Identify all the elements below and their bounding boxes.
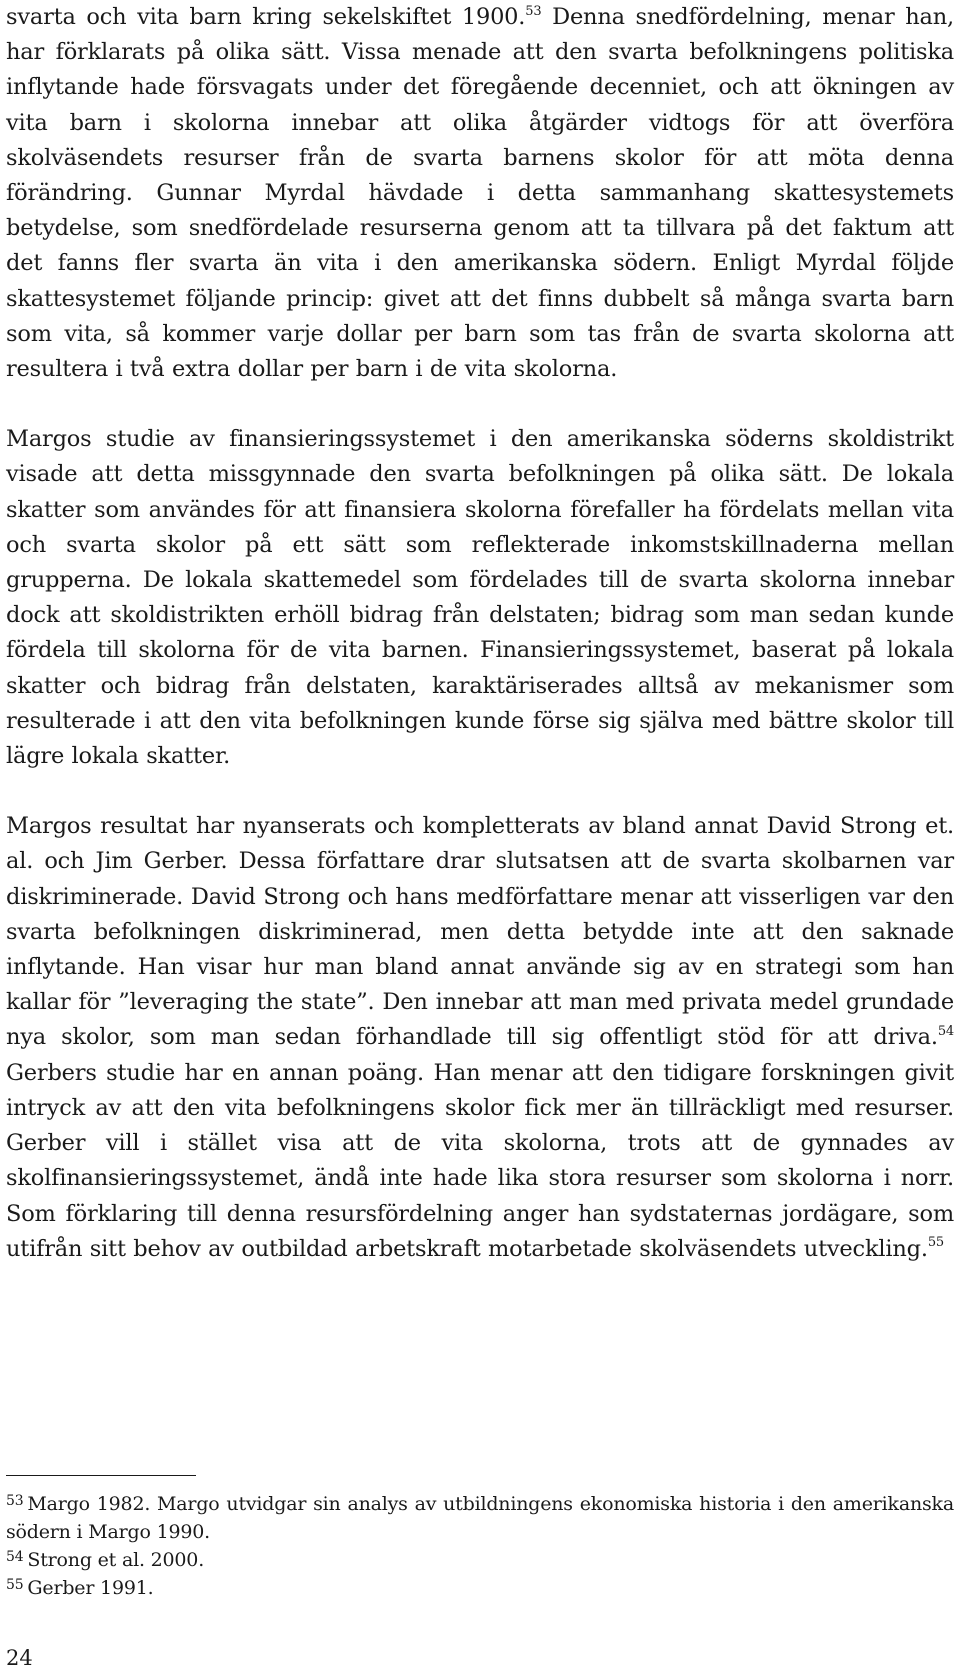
footnote-text: Strong et al. 2000. — [27, 1549, 205, 1571]
page — [6, 0, 954, 1267]
footnote-reference: 53 — [525, 3, 542, 19]
footnotes — [6, 1475, 954, 1602]
paragraph — [6, 0, 954, 387]
body-text — [6, 0, 954, 1267]
text-run: Denna snedfördelning, menar han, har förklarats på olika sätt. Vissa menade att den svarta befolkningens politiska inflytande hade försvagats under det föregående decenniet, och att ökningen av vita barn i skolorna innebar att olika åtgärder vidtogs för att överföra skolväsendets resurser från de svarta barnens skolor för att möta denna förändring. Gunnar Myrdal hävdade i detta sammanhang skattesystemets betydelse, som snedfördelade resurserna genom att ta tillvara på det faktum att det fanns fler svarta än vita i den amerikanska södern. Enligt Myrdal följde skattesystemet följande princip: givet att det finns dubbelt så många svarta barn som vita, så kommer varje dollar per barn som tas från de svarta skolorna att resultera i två extra dollar per barn i de vita skolorna. — [6, 4, 954, 383]
text-run: Gerbers studie har en annan poäng. Han menar att den tidigare forskningen givit intryck av att den vita befolkningens skolor fick mer än tillräckligt med resurser. Gerber vill i stället visa att de vita skolorna, trots att de gynnades av skolfinansieringssystemet, ändå inte hade lika stora resurser som skolorna i norr. Som förklaring till denna resursfördelning anger han sydstaternas jordägare, som utifrån sitt behov av outbildad arbetskraft motarbetade skolväsendets utveckling. — [6, 1059, 954, 1262]
footnote — [6, 1546, 954, 1574]
footnote — [6, 1490, 954, 1546]
text-run: Margos studie av finansieringssystemet i den amerikanska söderns skoldistrikt visade att detta missgynnade den svarta befolkningen på olika sätt. De lokala skatter som användes för att finansiera skolorna förefaller ha fördelats mellan vita och svarta skolor på ett sätt som reflekterade inkomstskillnaderna mellan grupperna. De lokala skattemedel som fördelades till de svarta skolorna innebar dock att skoldistrikten erhöll bidrag från delstaten; bidrag som man sedan kunde fördela till skolorna för de vita barnen. Finansieringssystemet, baserat på lokala skatter och bidrag från delstaten, karaktäriserades alltså av mekanismer som resulterade i att den vita befolkningen kunde förse sig själva med bättre skolor till lägre lokala skatter. — [6, 426, 954, 770]
footnote-text: Margo 1982. Margo utvidgar sin analys av utbildningens ekonomiska historia i den amerikanska södern i Margo 1990. — [6, 1493, 954, 1543]
footnote-reference: 54 — [937, 1023, 954, 1039]
text-run: svarta och vita barn kring sekelskiftet 1900. — [6, 4, 526, 30]
page-number: 24 — [6, 1646, 33, 1670]
footnote-divider — [6, 1475, 196, 1476]
text-run: Margos resultat har nyanserats och kompletterats av bland annat David Strong et. al. och Jim Gerber. Dessa författare drar slutsatsen att de svarta skolbarnen var diskriminerade. David Strong och hans medförfattare menar att visserligen var den svarta befolkningen diskriminerad, men detta betydde inte att den saknade inflytande. Han visar hur man bland annat använde sig av en strategi som han kallar för ”leveraging the state”. Den innebar att man med privata medel grundade nya skolor, som man sedan förhandlade till sig offentligt stöd för att driva. — [6, 813, 954, 1051]
paragraph — [6, 422, 954, 774]
footnote-number: 53 — [6, 1492, 24, 1509]
footnote-number: 55 — [6, 1576, 24, 1593]
footnote — [6, 1574, 954, 1602]
footnote-text: Gerber 1991. — [27, 1577, 154, 1599]
footnote-number: 54 — [6, 1548, 24, 1565]
footnote-reference: 55 — [927, 1235, 944, 1251]
paragraph — [6, 809, 954, 1267]
